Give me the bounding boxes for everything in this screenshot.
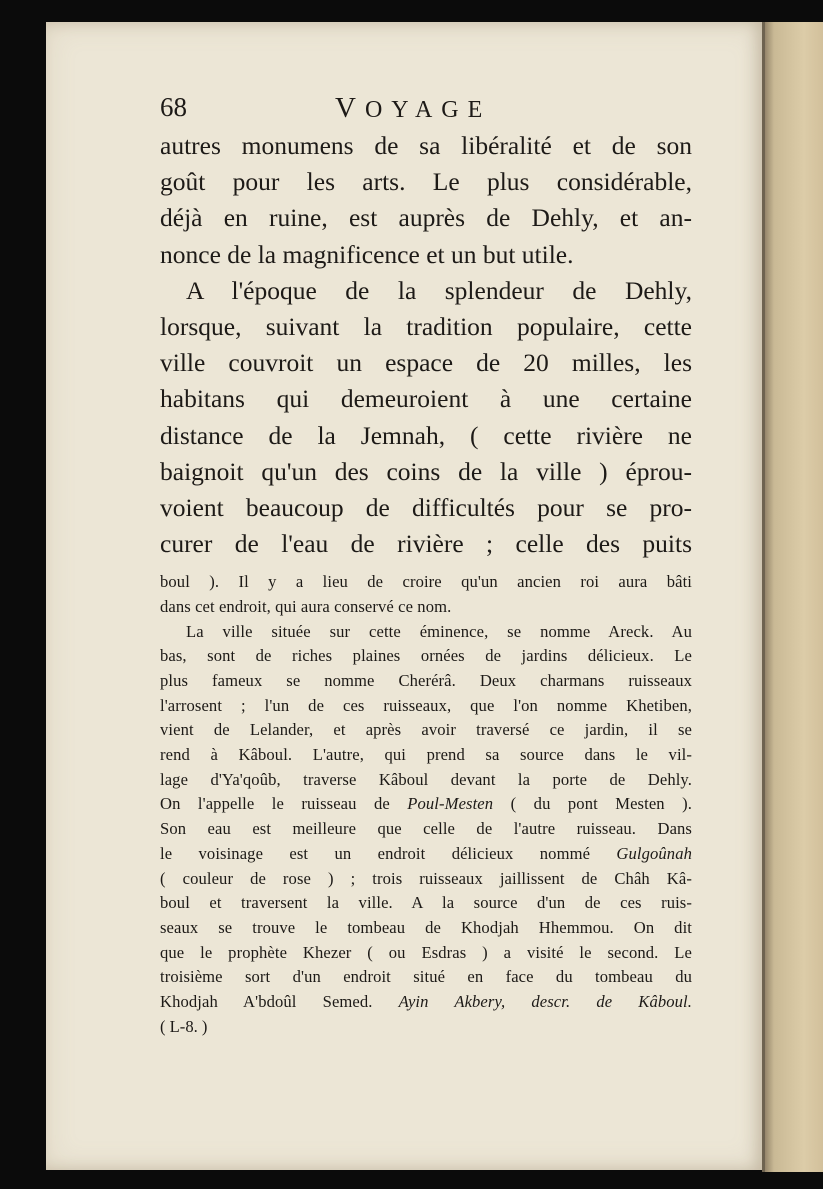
footnote-line-7: vient de Lelander, et après avoir traversé ce jardin, il se [160,720,692,740]
footnote-line-17: troisième sort d'un endroit situé en face du tombeau du [160,967,692,987]
footnote-line-18-start: Khodjah A'bdoûl Semed. [160,991,399,1011]
text-line-10: baignoit qu'un des coins de la ville ) éprou- [160,456,692,486]
text-line-6: lorsque, suivant la tradition populaire, cette [160,311,692,341]
footnote-line-11: Son eau est meilleure que celle de l'autre ruisseau. Dans [160,819,692,839]
running-title [335,92,491,125]
footnote-line-10 [160,792,692,817]
footnote-line-18-italic: Ayin Akbery, descr. de Kâboul. [398,991,693,1011]
footnote-line-5: plus fameux se nomme Cherérâ. Deux charmans ruisseaux [160,671,692,690]
text-line-7: ville couvroit un espace de 20 milles, les [160,348,692,378]
footnote-line-9: lage d'Ya'qoûb, traverse Kâboul devant la porte de Dehly. [160,769,692,789]
footnote-line-4: bas, sont de riches plaines ornées de jardins délicieux. Le [160,646,692,666]
footnote-line-2: dans cet endroit, qui aura conservé ce nom. [160,596,452,616]
footnote-line-12-start: le voisinage est un endroit délicieux nommé [160,843,617,863]
footnote-line-3: La ville située sur cette éminence, se nomme Areck. Au [186,621,692,641]
signature-mark: ( L-8. ) [160,1016,208,1036]
footnote-line-8: rend à Kâboul. L'autre, qui prend sa source dans le vil- [160,745,692,765]
page-gutter [762,22,765,1172]
footnote-line-15: seaux se trouve le tombeau de Khodjah Hhemmou. On dit [160,917,692,937]
text-line-1: autres monumens de sa libéralité et de son [160,131,692,160]
body-text [160,128,692,1039]
text-line-12: curer de l'eau de rivière ; celle des puits [160,529,692,559]
facing-page-edge [764,22,823,1172]
running-title-initial: V [335,92,365,124]
footnote-line-10-start: On l'appelle le ruisseau de [160,794,408,814]
running-title-rest: OYAGE [364,97,492,123]
footnote-line-1: boul ). Il y a lieu de croire qu'un ancien roi aura bâti [160,572,692,592]
footnote-line-16: que le prophète Khezer ( ou Esdras ) a visité le second. Le [160,942,692,962]
text-line-5: A l'époque de la splendeur de Dehly, [186,275,692,305]
text-line-11: voient beaucoup de difficultés pour se pro- [160,492,692,522]
footnote-line-13: ( couleur de rose ) ; trois ruisseaux jaillissent de Châh Kâ- [160,868,692,888]
text-line-8: habitans qui demeuroient à une certaine [160,384,692,414]
footnote-line-12 [160,842,692,867]
footnote-line-10-italic: Poul-Mesten [407,794,494,814]
text-line-4: nonce de la magnificence et un but utile. [160,239,574,269]
page-number: 68 [160,92,187,122]
footnote-block [160,570,692,1038]
footnote-line-12-italic: Gulgoûnah [616,843,692,863]
text-line-3: déjà en ruine, est auprès de Dehly, et an- [160,203,692,233]
text-line-9: distance de la Jemnah, ( cette rivière ne [160,420,692,450]
footnote-line-18 [160,990,692,1015]
text-line-2: goût pour les arts. Le plus considérable, [160,167,692,197]
footnote-line-6: l'arrosent ; l'un de ces ruisseaux, que l'on nomme Khetiben, [160,695,692,715]
footnote-line-14: boul et traversent la ville. A la source d'un de ces ruis- [160,893,692,913]
page-header [160,92,720,126]
footnote-line-10-end: ( du pont Mesten ). [493,794,692,814]
